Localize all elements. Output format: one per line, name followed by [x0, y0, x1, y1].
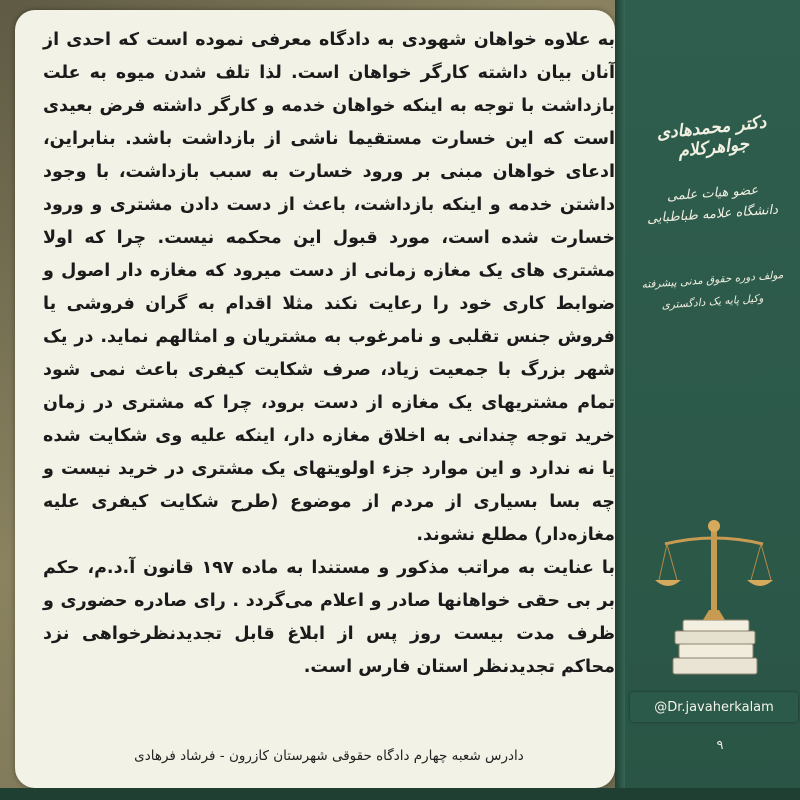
- ruling-paragraph-1: به علاوه خواهان شهودی به دادگاه معرفی نموده است که احدی از آنان بیان داشته کارگر خواهان است. لذا تلف شدن میوه به علت بازداشت با توجه به اینکه خواهان خدمه و کارگر داشته فرض بعیدی است که این خسارت مستقیما ناشی از بازداشت باشد. بنابراین، ادعای خواهان مبنی بر ورود خسارت به سبب بازداشت، با وجود داشتن خدمه و اینکه بازداشت، باعث از دست دادن مشتری و ورود خسارت شده است، مورد قبول این محکمه نیست. چرا که اولا مشتری های یک مغازه زمانی از دست میرود که مغازه دار اصول و ضوابط کاری خود را رعایت نکند مثلا اقدام به گران فروشی یا فروش جنس تقلبی و نامرغوب به مشتریان و امثالهم نماید. در یک شهر بزرگ با جمعیت زیاد، صرف شکایت کیفری باعث نمی شود تمام مشتریهای یک مغازه از دست برود، چرا که مشتری در زمان خرید توجه چندانی به اخلاق مغازه دار، اینکه علیه وی شکایت شده یا نه ندارد و این موارد جزء اولویتهای یک مشتری در خرید نیست و چه بسا بسیاری از مردم از موضوع (طرح شکایت کیفری علیه مغازه‌دار) مطلع نشوند.: [43, 30, 615, 545]
- author-book: مولف دوره حقوق مدنی پیشرفته: [641, 269, 784, 291]
- page-number: ۹: [716, 738, 724, 753]
- judge-signature-line: دادرس شعبه چهارم دادگاه حقوقی شهرستان کازرون - فرشاد فرهادی: [134, 748, 524, 764]
- text-panel: [15, 10, 615, 788]
- instagram-handle: @Dr.javaherkalam: [630, 692, 798, 722]
- ruling-text: [43, 24, 615, 684]
- author-license: وکیل پایه یک دادگستری: [661, 292, 764, 312]
- author-sidebar: [625, 0, 800, 800]
- author-title: عضو هیات علمی: [666, 182, 759, 205]
- bottom-edge: [0, 788, 800, 800]
- author-university: دانشگاه علامه طباطبایی: [646, 202, 779, 227]
- author-name: دکتر محمدهادی جواهرکلام: [655, 112, 768, 162]
- ruling-paragraph-2: با عنایت به مراتب مذکور و مستندا به ماده ۱۹۷ قانون آ.د.م، حکم بر بی حقی خواهانها صادر و اعلام می‌گردد . رای صادره حضوری و ظرف مدت بیست روز پس از ابلاغ قابل تجدیدنظرخواهی نزد محاکم تجدیدنظر استان فارس است.: [43, 558, 615, 677]
- justice-scales-icon: [655, 510, 775, 680]
